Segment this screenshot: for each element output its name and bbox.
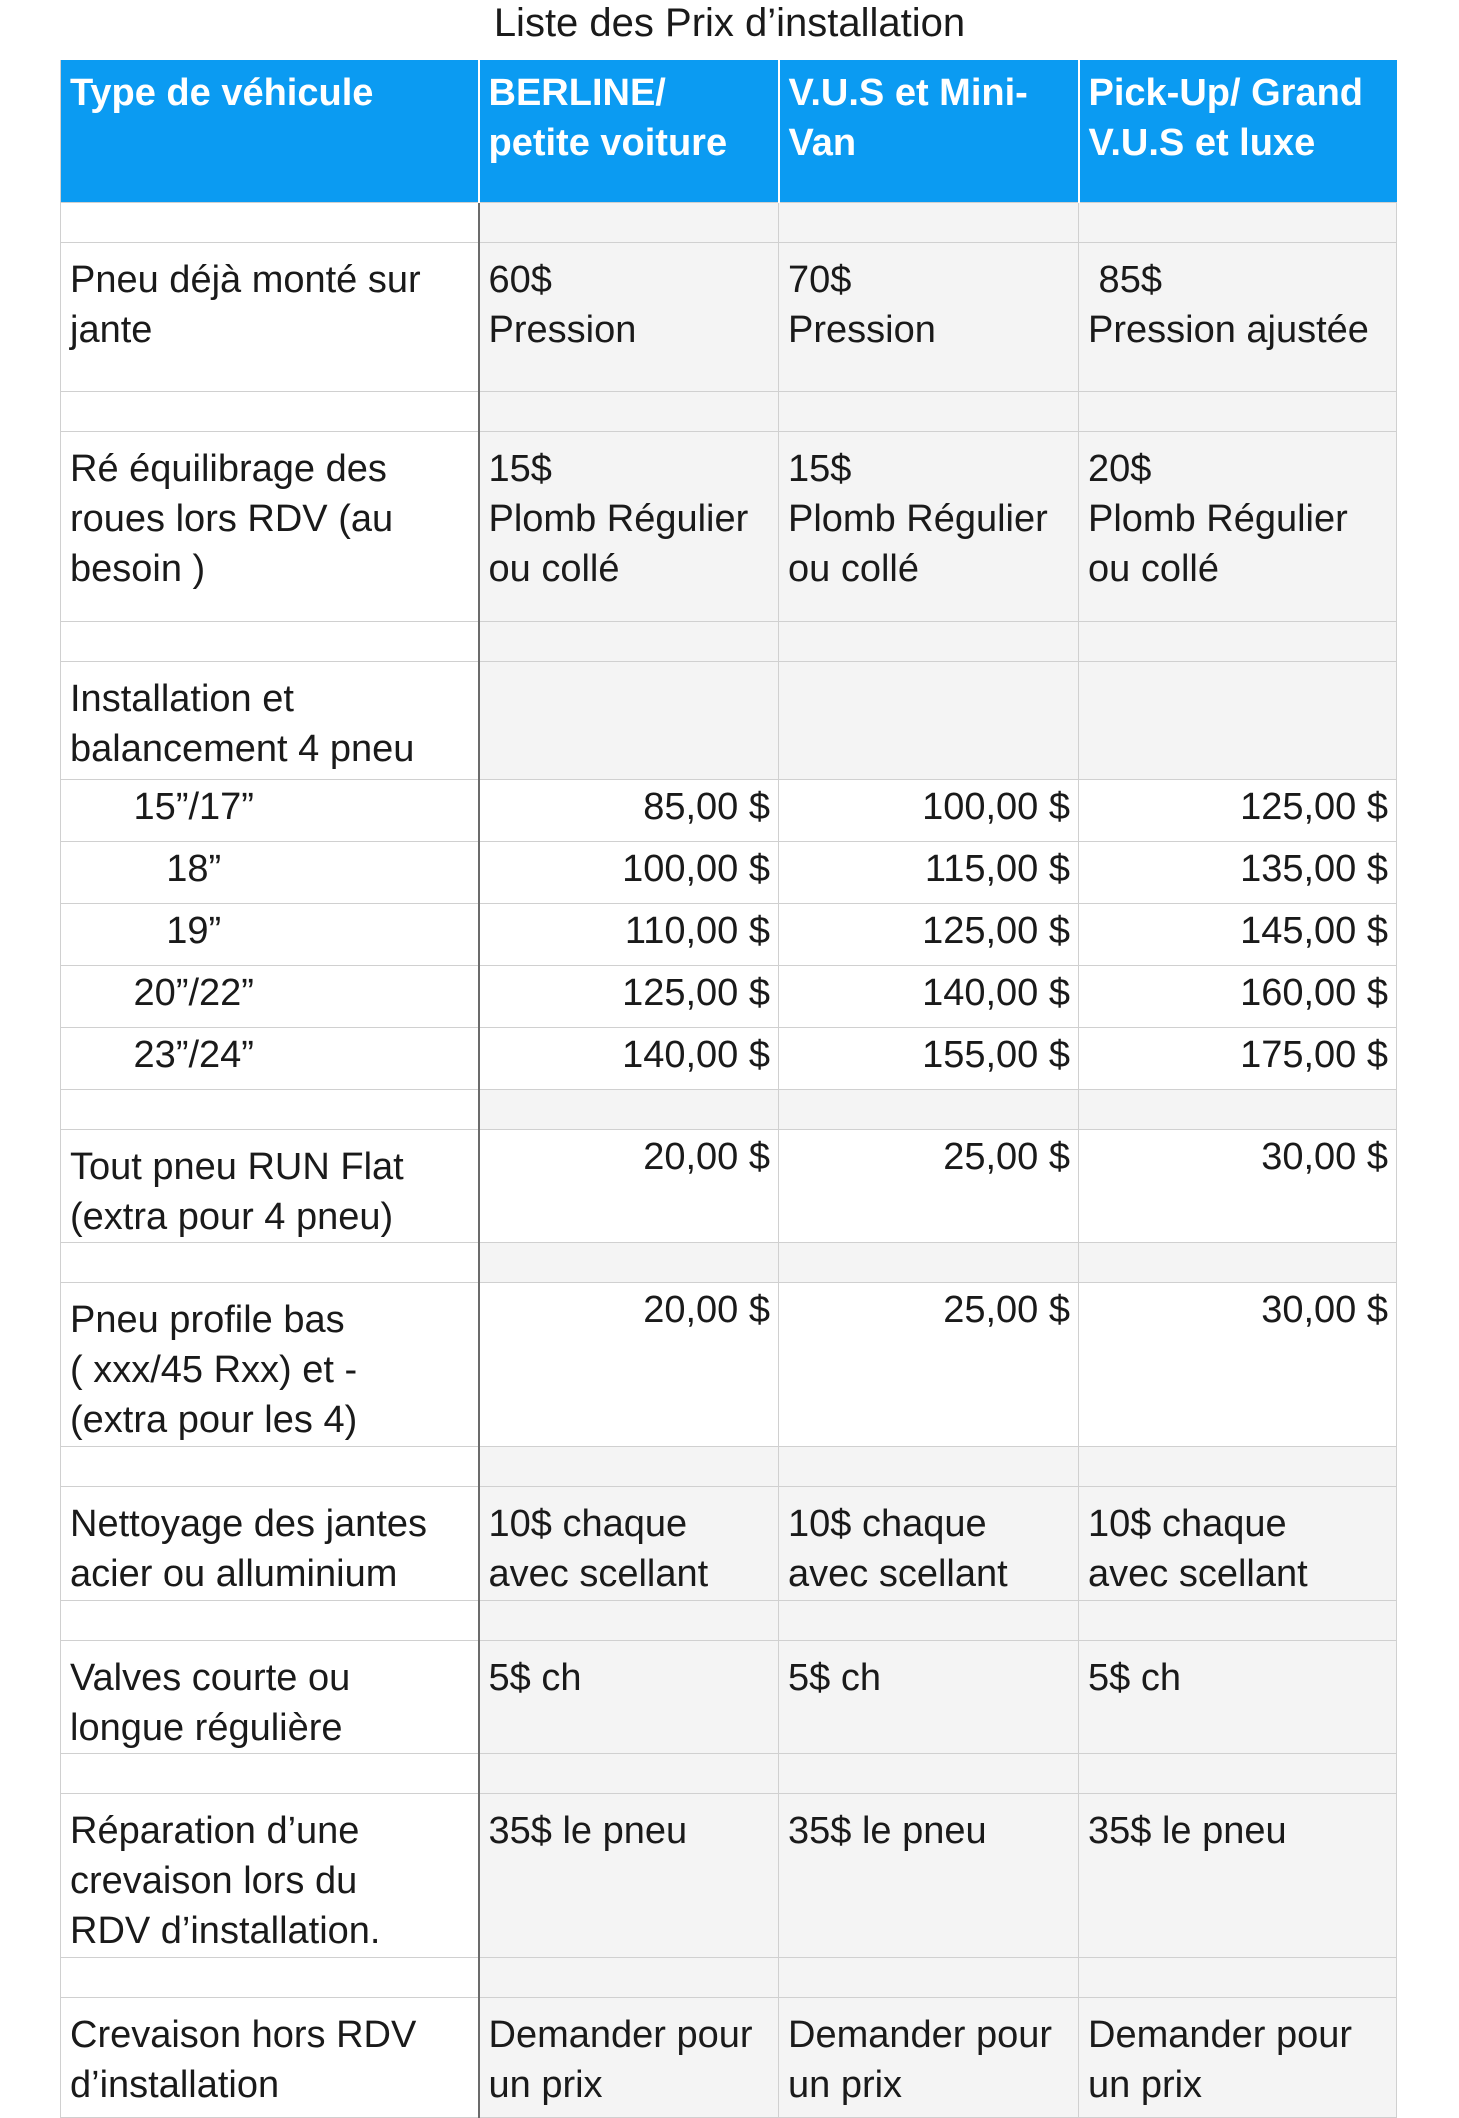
price-vus: 100,00 $ bbox=[779, 779, 1079, 841]
row-label: Installation et balancement 4 pneu bbox=[61, 661, 479, 779]
size-row bbox=[61, 1027, 1397, 1089]
size-row bbox=[61, 965, 1397, 1027]
price-berline: 125,00 $ bbox=[479, 965, 779, 1027]
price-vus: 155,00 $ bbox=[779, 1027, 1079, 1089]
price-vus: 115,00 $ bbox=[779, 841, 1079, 903]
size-row bbox=[61, 779, 1397, 841]
price-vus: 25,00 $ bbox=[779, 1282, 1079, 1446]
price-pickup: Demander pour un prix bbox=[1079, 1997, 1397, 2117]
size-label: 19” bbox=[61, 903, 479, 965]
price-vus: 35$ le pneu bbox=[779, 1793, 1079, 1957]
spacer-row bbox=[61, 1446, 1397, 1486]
price-pickup: 135,00 $ bbox=[1079, 841, 1397, 903]
price-berline: 100,00 $ bbox=[479, 841, 779, 903]
price-pickup: 35$ le pneu bbox=[1079, 1793, 1397, 1957]
price-berline: 35$ le pneu bbox=[479, 1793, 779, 1957]
price-vus: 70$ Pression bbox=[779, 242, 1079, 391]
header-pickup-luxe: Pick-Up/ Grand V.U.S et luxe bbox=[1079, 60, 1397, 202]
spacer-row bbox=[61, 1957, 1397, 1997]
price-pickup: 5$ ch bbox=[1079, 1640, 1397, 1753]
price-pickup: 20$ Plomb Régulier ou collé bbox=[1079, 431, 1397, 621]
spacer-row bbox=[61, 1242, 1397, 1282]
row-label: Ré équilibrage des roues lors RDV (au besoin ) bbox=[61, 431, 479, 621]
row-label: Réparation d’une crevaison lors du RDV d’installation. bbox=[61, 1793, 479, 1957]
price-vus: 10$ chaque avec scellant bbox=[779, 1486, 1079, 1600]
size-label: 15”/17” bbox=[61, 779, 479, 841]
header-berline: BERLINE/ petite voiture bbox=[479, 60, 779, 202]
price-berline: 85,00 $ bbox=[479, 779, 779, 841]
size-label: 20”/22” bbox=[61, 965, 479, 1027]
row-label: Pneu déjà monté sur jante bbox=[61, 242, 479, 391]
price-vus: 5$ ch bbox=[779, 1640, 1079, 1753]
price-pickup: 85$ Pression ajustée bbox=[1079, 242, 1397, 391]
price-pickup: 160,00 $ bbox=[1079, 965, 1397, 1027]
price-pickup: 30,00 $ bbox=[1079, 1129, 1397, 1242]
row-run-flat bbox=[61, 1129, 1397, 1242]
row-label: Crevaison hors RDV d’installation bbox=[61, 1997, 479, 2117]
price-berline: 20,00 $ bbox=[479, 1282, 779, 1446]
price-pickup: 175,00 $ bbox=[1079, 1027, 1397, 1089]
spacer-row bbox=[61, 1600, 1397, 1640]
row-reequilibrage bbox=[61, 431, 1397, 621]
price-berline: 60$ Pression bbox=[479, 242, 779, 391]
price-berline: 5$ ch bbox=[479, 1640, 779, 1753]
row-valves bbox=[61, 1640, 1397, 1753]
spacer-row bbox=[61, 1089, 1397, 1129]
price-berline: 110,00 $ bbox=[479, 903, 779, 965]
row-pneu-monte bbox=[61, 242, 1397, 391]
size-label: 18” bbox=[61, 841, 479, 903]
price-berline: 140,00 $ bbox=[479, 1027, 779, 1089]
header-vehicle-type: Type de véhicule bbox=[61, 60, 479, 202]
spacer-row bbox=[61, 391, 1397, 431]
price-pickup: 30,00 $ bbox=[1079, 1282, 1397, 1446]
row-installation bbox=[61, 661, 1397, 779]
price-pickup: 145,00 $ bbox=[1079, 903, 1397, 965]
spacer-row bbox=[61, 621, 1397, 661]
row-label: Valves courte ou longue régulière bbox=[61, 1640, 479, 1753]
price-vus: 25,00 $ bbox=[779, 1129, 1079, 1242]
row-reparation bbox=[61, 1793, 1397, 1957]
row-label: Nettoyage des jantes acier ou alluminium bbox=[61, 1486, 479, 1600]
spacer-row bbox=[61, 1753, 1397, 1793]
price-berline: Demander pour un prix bbox=[479, 1997, 779, 2117]
page-title: Liste des Prix d’installation bbox=[493, 1, 966, 45]
price-vus: Demander pour un prix bbox=[779, 1997, 1079, 2117]
header-row bbox=[61, 60, 1397, 202]
spacer-row bbox=[61, 202, 1397, 242]
row-profile-bas bbox=[61, 1282, 1397, 1446]
header-vus-minivan: V.U.S et Mini- Van bbox=[779, 60, 1079, 202]
row-nettoyage bbox=[61, 1486, 1397, 1600]
price-pickup: 125,00 $ bbox=[1079, 779, 1397, 841]
price-vus: 15$ Plomb Régulier ou collé bbox=[779, 431, 1079, 621]
row-label: Pneu profile bas ( xxx/45 Rxx) et - (extra pour les 4) bbox=[61, 1282, 479, 1446]
row-label: Tout pneu RUN Flat (extra pour 4 pneu) bbox=[61, 1129, 479, 1242]
price-berline: 10$ chaque avec scellant bbox=[479, 1486, 779, 1600]
price-berline: 20,00 $ bbox=[479, 1129, 779, 1242]
price-berline: 15$ Plomb Régulier ou collé bbox=[479, 431, 779, 621]
size-row bbox=[61, 841, 1397, 903]
price-vus: 125,00 $ bbox=[779, 903, 1079, 965]
row-crevaison bbox=[61, 1997, 1397, 2117]
price-vus: 140,00 $ bbox=[779, 965, 1079, 1027]
price-pickup: 10$ chaque avec scellant bbox=[1079, 1486, 1397, 1600]
size-row bbox=[61, 903, 1397, 965]
size-label: 23”/24” bbox=[61, 1027, 479, 1089]
price-table bbox=[60, 60, 1397, 2118]
